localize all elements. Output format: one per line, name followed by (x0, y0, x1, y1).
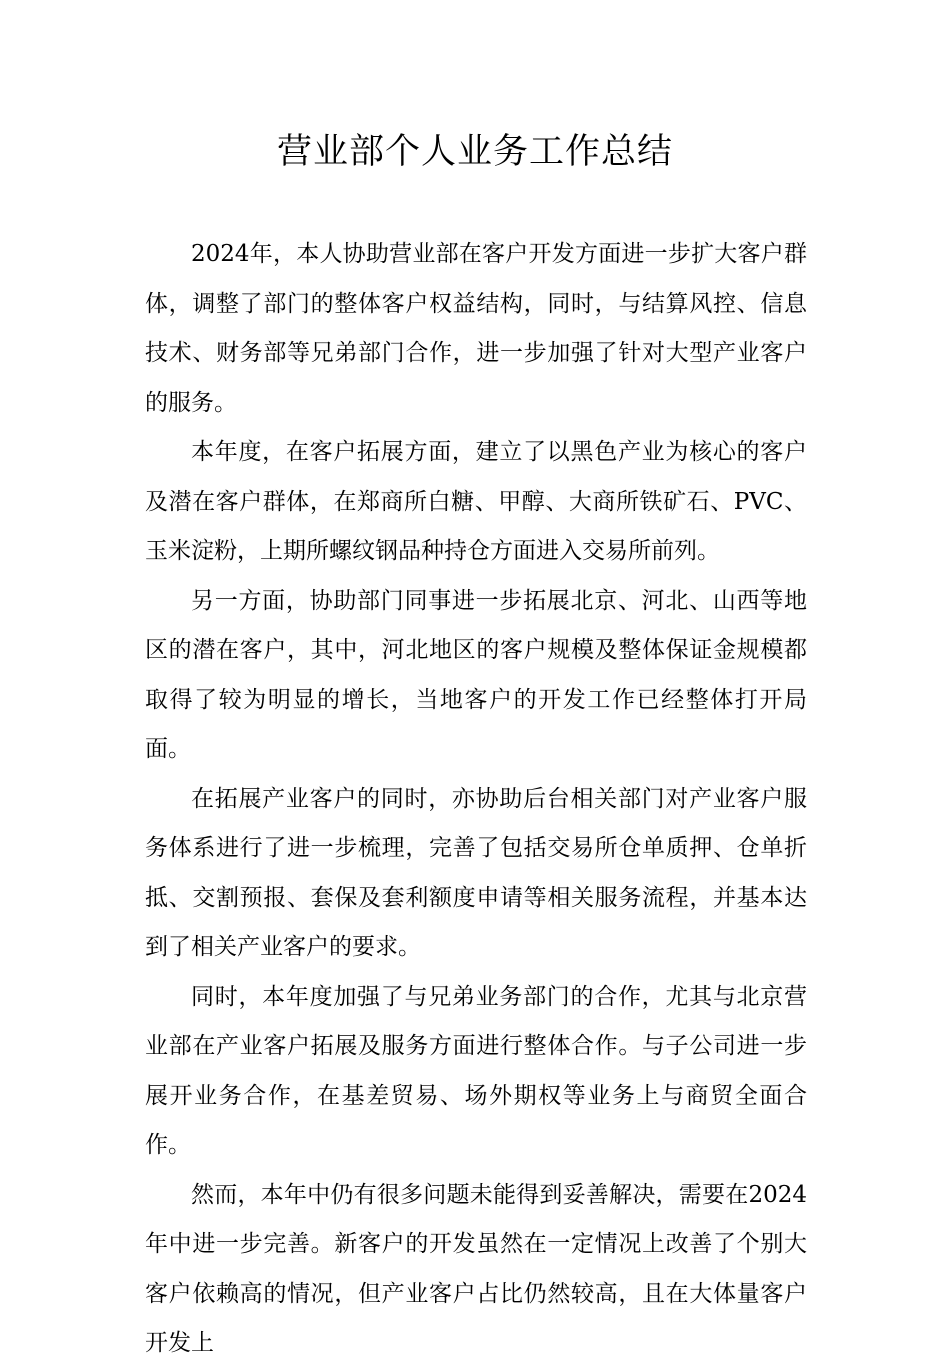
paragraph-4: 在拓展产业客户的同时，亦协助后台相关部门对产业客户服务体系进行了进一步梳理，完善了包括交易所仓单质押、仓单折抵、交割预报、套保及套利额度申请等相关服务流程，并基本达到了相关产业客户的要求。 (145, 785, 807, 960)
document-title: 营业部个人业务工作总结 (276, 132, 673, 172)
paragraph-1: 2024年，本人协助营业部在客户开发方面进一步扩大客户群体，调整了部门的整体客户权益结构，同时，与结算风控、信息技术、财务部等兄弟部门合作，进一步加强了针对大型产业客户的服务。 (145, 241, 807, 416)
paragraph-5: 同时，本年度加强了与兄弟业务部门的合作，尤其与北京营业部在产业客户拓展及服务方面进行整体合作。与子公司进一步展开业务合作，在基差贸易、场外期权等业务上与商贸全面合作。 (145, 983, 807, 1158)
paragraph-6: 然而，本年中仍有很多问题未能得到妥善解决，需要在2024年中进一步完善。新客户的开发虽然在一定情况上改善了个别大客户依赖高的情况，但产业客户占比仍然较高，且在大体量客户开发上 (145, 1181, 807, 1356)
document-body (145, 230, 807, 1369)
paragraph-2: 本年度，在客户拓展方面，建立了以黑色产业为核心的客户及潜在客户群体，在郑商所白糖、甲醇、大商所铁矿石、PVC、玉米淀粉，上期所螺纹钢品种持仓方面进入交易所前列。 (145, 439, 807, 564)
paragraph-3: 另一方面，协助部门同事进一步拓展北京、河北、山西等地区的潜在客户，其中，河北地区的客户规模及整体保证金规模都取得了较为明显的增长，当地客户的开发工作已经整体打开局面。 (145, 587, 807, 762)
